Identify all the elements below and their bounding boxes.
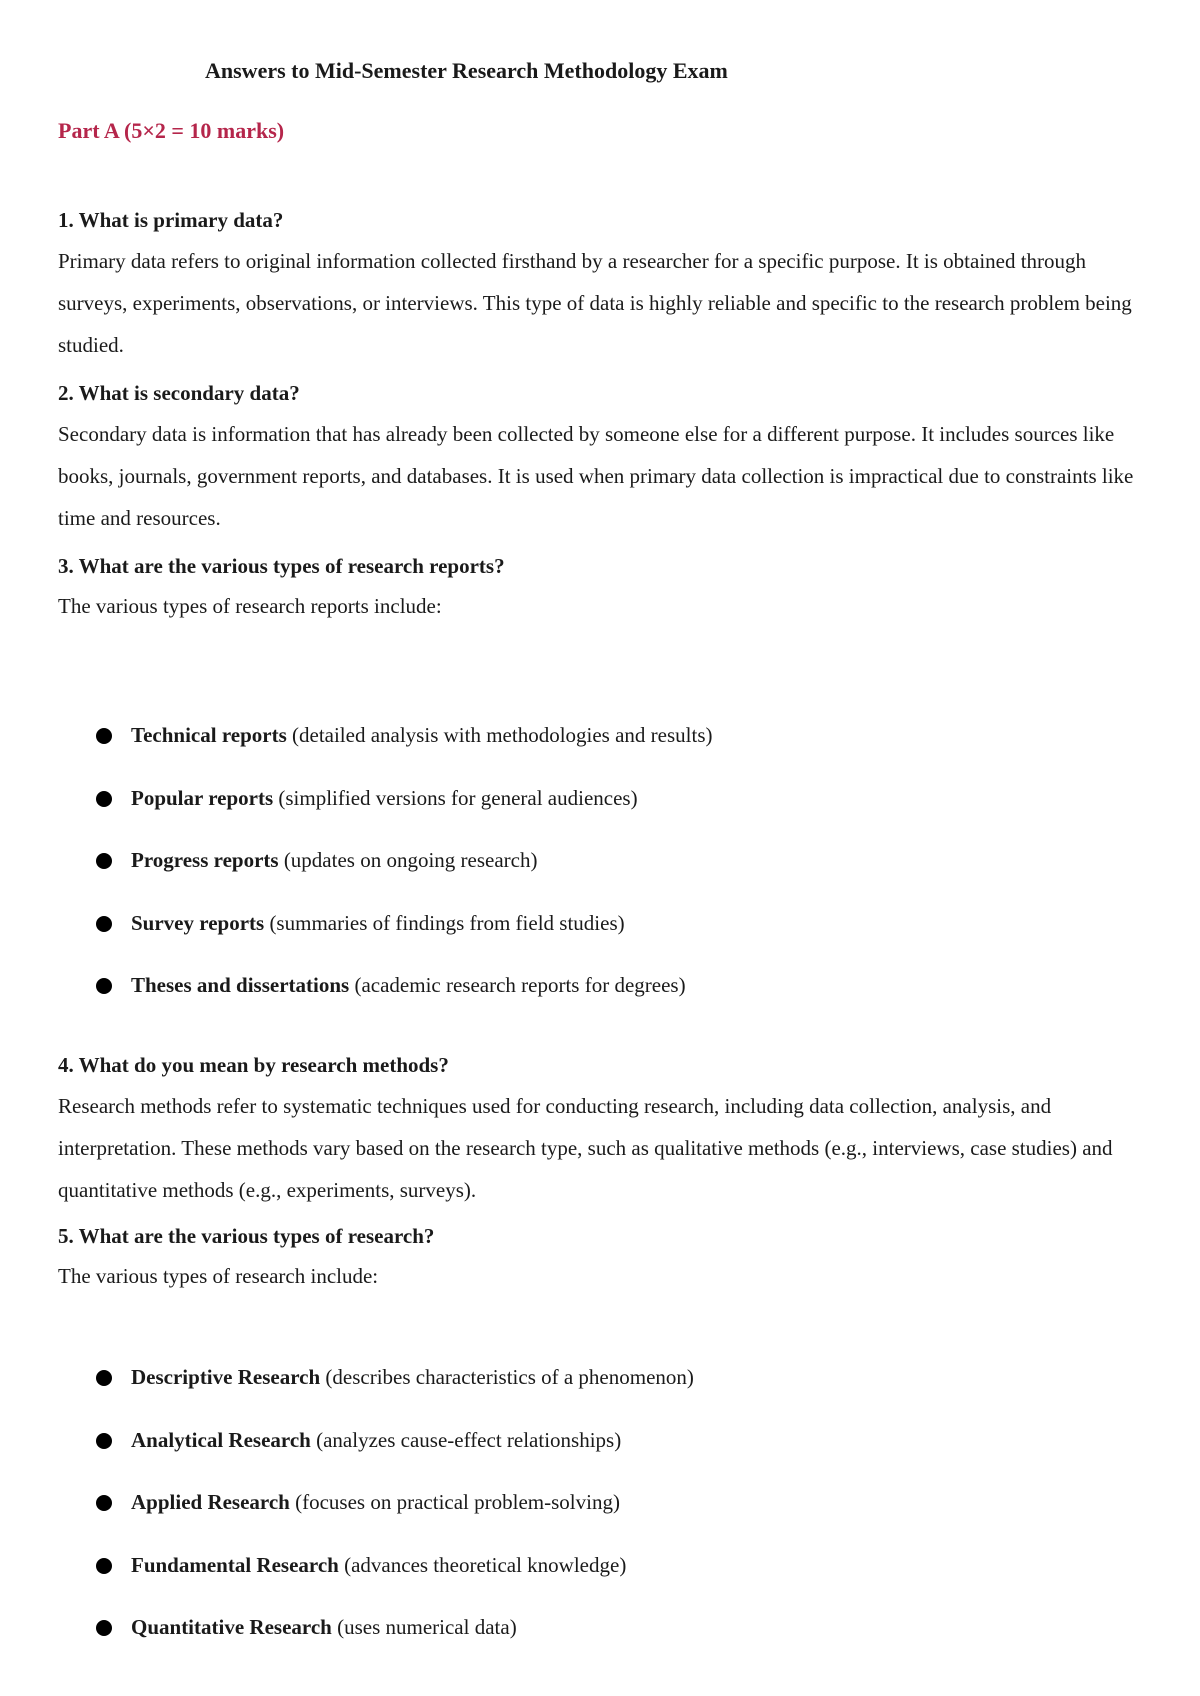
list-item bbox=[58, 908, 1148, 971]
question-block-4 bbox=[58, 1045, 1148, 1211]
list-item-term: Descriptive Research bbox=[131, 1365, 321, 1389]
list-item-term: Theses and dissertations bbox=[131, 973, 350, 997]
question-block-3 bbox=[58, 546, 1148, 626]
list-item-desc: (focuses on practical problem-solving) bbox=[295, 1490, 620, 1514]
list-item-desc: (detailed analysis with methodologies and results) bbox=[292, 723, 713, 747]
list-item-desc: (describes characteristics of a phenomenon) bbox=[325, 1365, 694, 1389]
list-item bbox=[58, 970, 1148, 1033]
bullet-icon bbox=[96, 728, 112, 744]
question-5-intro: The various types of research include: bbox=[58, 1264, 379, 1288]
list-item bbox=[58, 1612, 1148, 1675]
bullet-icon bbox=[96, 1370, 112, 1386]
bullet-icon bbox=[96, 916, 112, 932]
list-item-desc: (advances theoretical knowledge) bbox=[344, 1552, 627, 1577]
list-item bbox=[58, 1550, 1148, 1613]
list-item-desc: (analyzes cause-effect relationships) bbox=[316, 1427, 622, 1452]
research-types-list bbox=[58, 1362, 1148, 1675]
bullet-icon bbox=[96, 1433, 112, 1449]
bullet-icon bbox=[96, 1495, 112, 1511]
report-types-list bbox=[58, 720, 1148, 1033]
question-1-answer: Primary data refers to original information collected firsthand by a researcher for a specific purpose. It is obtained through surveys, experiments, observations, or interviews. This type of data is highly reliable and specific to the research problem being studied. bbox=[58, 249, 1132, 357]
bullet-icon bbox=[96, 853, 112, 869]
part-a-heading: Part A (5×2 = 10 marks) bbox=[58, 118, 285, 143]
list-item-term: Quantitative Research bbox=[131, 1615, 332, 1639]
list-item-term: Fundamental Research bbox=[131, 1552, 339, 1577]
bullet-icon bbox=[96, 978, 112, 994]
list-item-desc: (simplified versions for general audiences) bbox=[278, 785, 638, 810]
list-item-term: Technical reports bbox=[131, 723, 287, 747]
question-2-title: 2. What is secondary data? bbox=[58, 381, 300, 405]
list-item bbox=[58, 1362, 1148, 1425]
list-item-desc: (updates on ongoing research) bbox=[283, 848, 538, 872]
question-2-answer: Secondary data is information that has already been collected by someone else for a different purpose. It includes sources like books, journals, government reports, and databases. It is used when primary data collection is impractical due to constraints like time and resources. bbox=[58, 422, 1134, 530]
list-item-term: Progress reports bbox=[131, 848, 279, 872]
list-item bbox=[58, 783, 1148, 846]
question-3-title: 3. What are the various types of research reports? bbox=[58, 554, 505, 578]
list-item-term: Survey reports bbox=[131, 910, 265, 935]
list-item bbox=[58, 1487, 1148, 1550]
list-item-term: Popular reports bbox=[131, 785, 274, 810]
bullet-icon bbox=[96, 1620, 112, 1636]
list-item-desc: (summaries of findings from field studies) bbox=[269, 910, 625, 935]
question-block-5 bbox=[58, 1216, 1148, 1296]
list-item-desc: (academic research reports for degrees) bbox=[354, 973, 686, 997]
question-4-answer: Research methods refer to systematic techniques used for conducting research, including data collection, analysis, and interpretation. These methods vary based on the research type, such as qualitative methods (e.g., interviews, case studies) and quantitative methods (e.g., experiments, surveys). bbox=[58, 1094, 1113, 1202]
list-item bbox=[58, 1425, 1148, 1488]
question-block-1 bbox=[58, 200, 1148, 366]
question-1-title: 1. What is primary data? bbox=[58, 208, 284, 232]
list-item-desc: (uses numerical data) bbox=[337, 1615, 517, 1639]
bullet-icon bbox=[96, 791, 112, 807]
question-4-title: 4. What do you mean by research methods? bbox=[58, 1053, 449, 1077]
list-item bbox=[58, 845, 1148, 908]
list-item-term: Applied Research bbox=[131, 1490, 290, 1514]
list-item bbox=[58, 720, 1148, 783]
question-block-2 bbox=[58, 373, 1148, 539]
document-title: Answers to Mid-Semester Research Methodology Exam bbox=[205, 58, 728, 83]
bullet-icon bbox=[96, 1558, 112, 1574]
question-3-intro: The various types of research reports include: bbox=[58, 594, 442, 618]
question-5-title: 5. What are the various types of research? bbox=[58, 1224, 435, 1248]
list-item-term: Analytical Research bbox=[131, 1427, 311, 1452]
